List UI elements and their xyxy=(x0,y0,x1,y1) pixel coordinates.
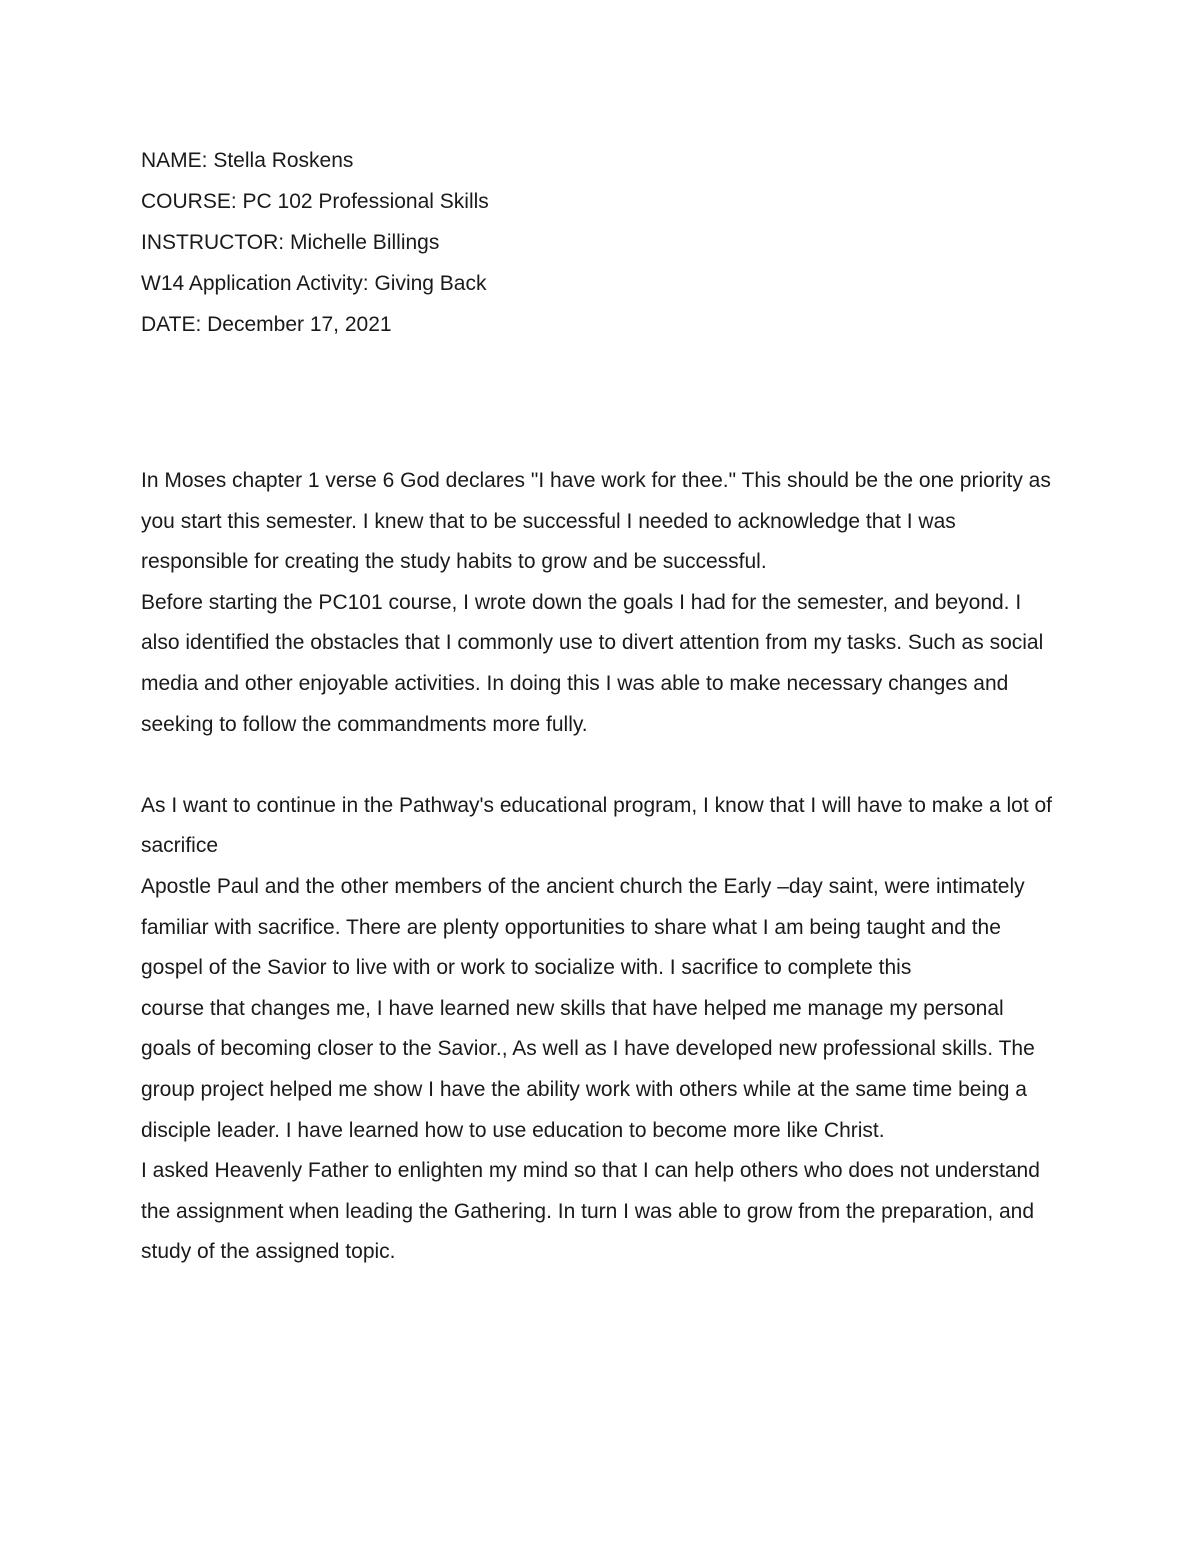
text-line: the assignment when leading the Gathering. In turn I was able to grow from the preparation, and xyxy=(141,1199,1035,1223)
text-line: Before starting the PC101 course, I wrote down the goals I had for the semester, and beyond. I xyxy=(141,590,1022,614)
student-name: NAME: Stella Roskens xyxy=(141,149,354,172)
text-line: media and other enjoyable activities. In doing this I was able to make necessary changes and xyxy=(141,671,1009,695)
text-line: group project helped me show I have the ability work with others while at the same time being a xyxy=(141,1077,1027,1101)
instructor-name: INSTRUCTOR: Michelle Billings xyxy=(141,231,440,254)
document-date: DATE: December 17, 2021 xyxy=(141,313,392,336)
assignment-title: W14 Application Activity: Giving Back xyxy=(141,272,487,295)
text-line: you start this semester. I knew that to be successful I needed to acknowledge that I was xyxy=(141,509,956,533)
course-name: COURSE: PC 102 Professional Skills xyxy=(141,190,489,213)
text-line: I asked Heavenly Father to enlighten my mind so that I can help others who does not understand xyxy=(141,1159,1040,1183)
essay-body xyxy=(141,461,1171,1273)
text-line: sacrifice xyxy=(141,834,219,858)
text-line: disciple leader. I have learned how to use education to become more like Christ. xyxy=(141,1118,885,1142)
text-line: responsible for creating the study habits to grow and be successful. xyxy=(141,550,767,574)
text-line: seeking to follow the commandments more fully. xyxy=(141,712,588,736)
text-line: familiar with sacrifice. There are plenty opportunities to share what I am being taught and the xyxy=(141,915,1001,939)
text-line: In Moses chapter 1 verse 6 God declares "I have work for thee." This should be the one priority as xyxy=(141,469,1051,492)
text-line: course that changes me, I have learned new skills that have helped me manage my personal xyxy=(141,996,1004,1020)
text-line: study of the assigned topic. xyxy=(141,1240,396,1264)
text-line: gospel of the Savior to live with or work to socialize with. I sacrifice to complete this xyxy=(141,956,912,980)
text-line: Apostle Paul and the other members of the ancient church the Early –day saint, were intimately xyxy=(141,874,1025,898)
blank-line xyxy=(141,745,1171,786)
text-line: As I want to continue in the Pathway's educational program, I know that I will have to make a lot of xyxy=(141,793,1052,817)
document-header xyxy=(141,140,1141,345)
text-line: also identified the obstacles that I commonly use to divert attention from my tasks. Such as social xyxy=(141,631,1044,655)
text-line: goals of becoming closer to the Savior., As well as I have developed new professional skills. The xyxy=(141,1037,1035,1061)
